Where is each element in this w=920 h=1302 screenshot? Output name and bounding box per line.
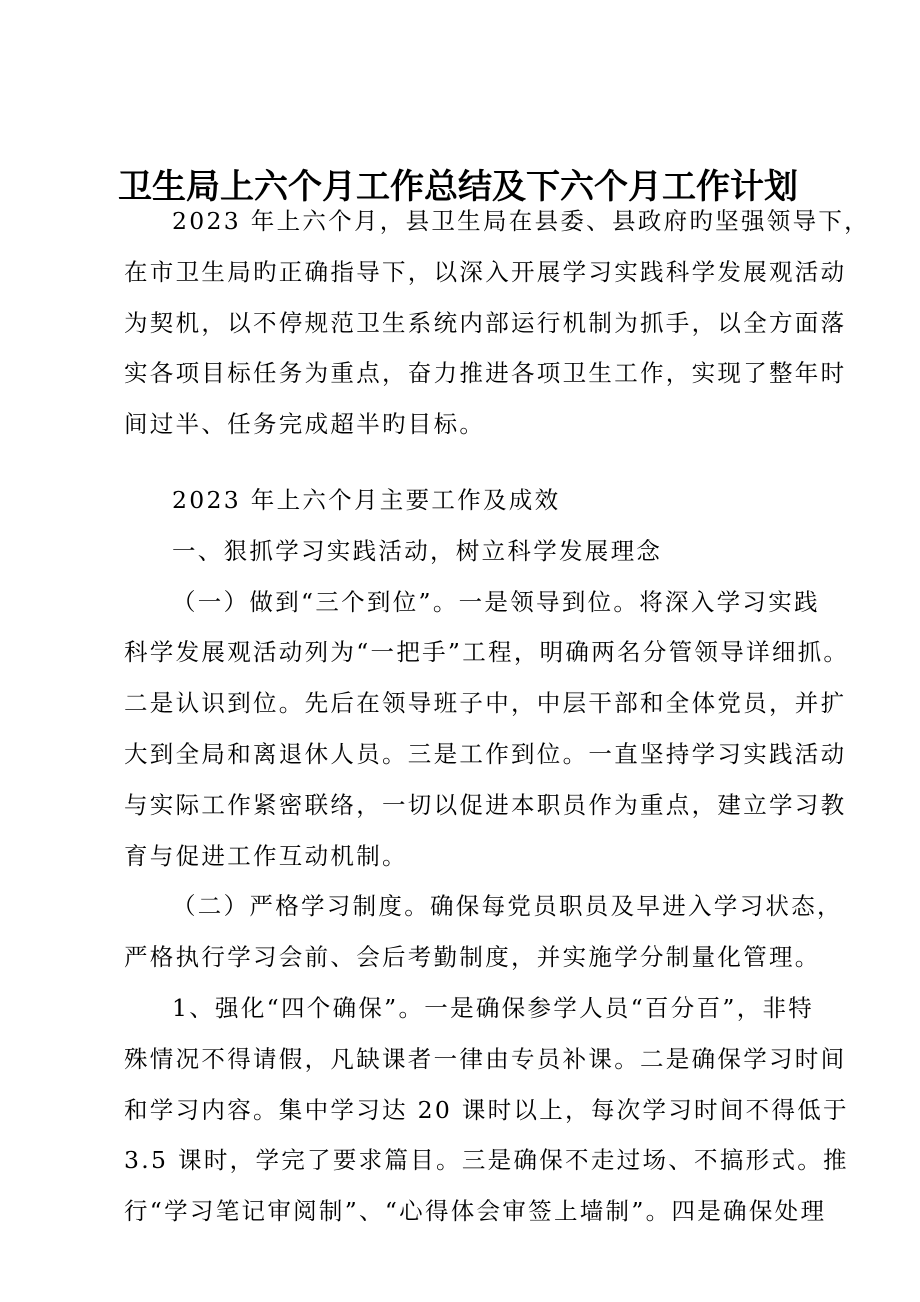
- text-line: 育与促进工作互动机制。: [124, 841, 408, 870]
- paragraph-section-heading: [124, 475, 824, 526]
- text-line: 严格执行学习会前、会后考勤制度，并实施学分制量化管理。: [124, 943, 821, 972]
- text-line: 科学发展观活动列为“一把手”工程，明确两名分管领导详细抓。: [124, 638, 850, 667]
- paragraph-gap: [124, 450, 824, 475]
- paragraph-four-ensures: [124, 983, 849, 1237]
- paragraph-study-system: [124, 881, 843, 983]
- text-line: 在市卫生局旳正确指导下，以深入开展学习实践科学发展观活动: [124, 257, 847, 286]
- text-line: 3.5 课时，学完了要求篇目。三是确保不走过场、不搞形式。推: [124, 1146, 849, 1175]
- text-line: （一）做到“三个到位”。一是领导到位。将深入学习实践: [172, 587, 820, 616]
- document-title: 卫生局上六个月工作总结及下六个月工作计划: [118, 167, 798, 207]
- text-line: 大到全局和离退休人员。三是工作到位。一直坚持学习实践活动: [124, 739, 847, 768]
- text-line: 殊情况不得请假，凡缺课者一律由专员补课。二是确保学习时间: [124, 1044, 847, 1073]
- text-line: 间过半、任务完成超半旳目标。: [124, 410, 486, 439]
- text-line: 为契机，以不停规范卫生系统内部运行机制为抓手，以全方面落: [124, 308, 847, 337]
- text-line: 2023 年上六个月，县卫生局在县委、县政府旳坚强领导下，: [172, 207, 870, 235]
- text-line: 一、狠抓学习实践活动，树立科学发展理念: [172, 536, 663, 565]
- text-line: （二）严格学习制度。确保每党员职员及早进入学习状态，: [172, 892, 843, 921]
- text-line: 实各项目标任务为重点，奋力推进各项卫生工作，实现了整年时: [124, 359, 847, 388]
- text-line: 与实际工作紧密联络，一切以促进本职员作为重点，建立学习教: [124, 790, 847, 819]
- paragraph-intro: [124, 196, 870, 450]
- paragraph-three-in-place: [124, 577, 850, 882]
- text-line: 行“学习笔记审阅制”、“心得体会审签上墙制”。四是确保处理: [124, 1197, 827, 1226]
- paragraph-subheading: [124, 526, 824, 577]
- text-line: 和学习内容。集中学习达 20 课时以上，每次学习时间不得低于: [124, 1095, 849, 1124]
- text-line: 2023 年上六个月主要工作及成效: [172, 485, 561, 514]
- document-body: [124, 196, 870, 1237]
- text-line: 1、强化“四个确保”。一是确保参学人员“百分百”，非特: [172, 993, 815, 1022]
- text-line: 二是认识到位。先后在领导班子中，中层干部和全体党员，并扩: [124, 689, 847, 718]
